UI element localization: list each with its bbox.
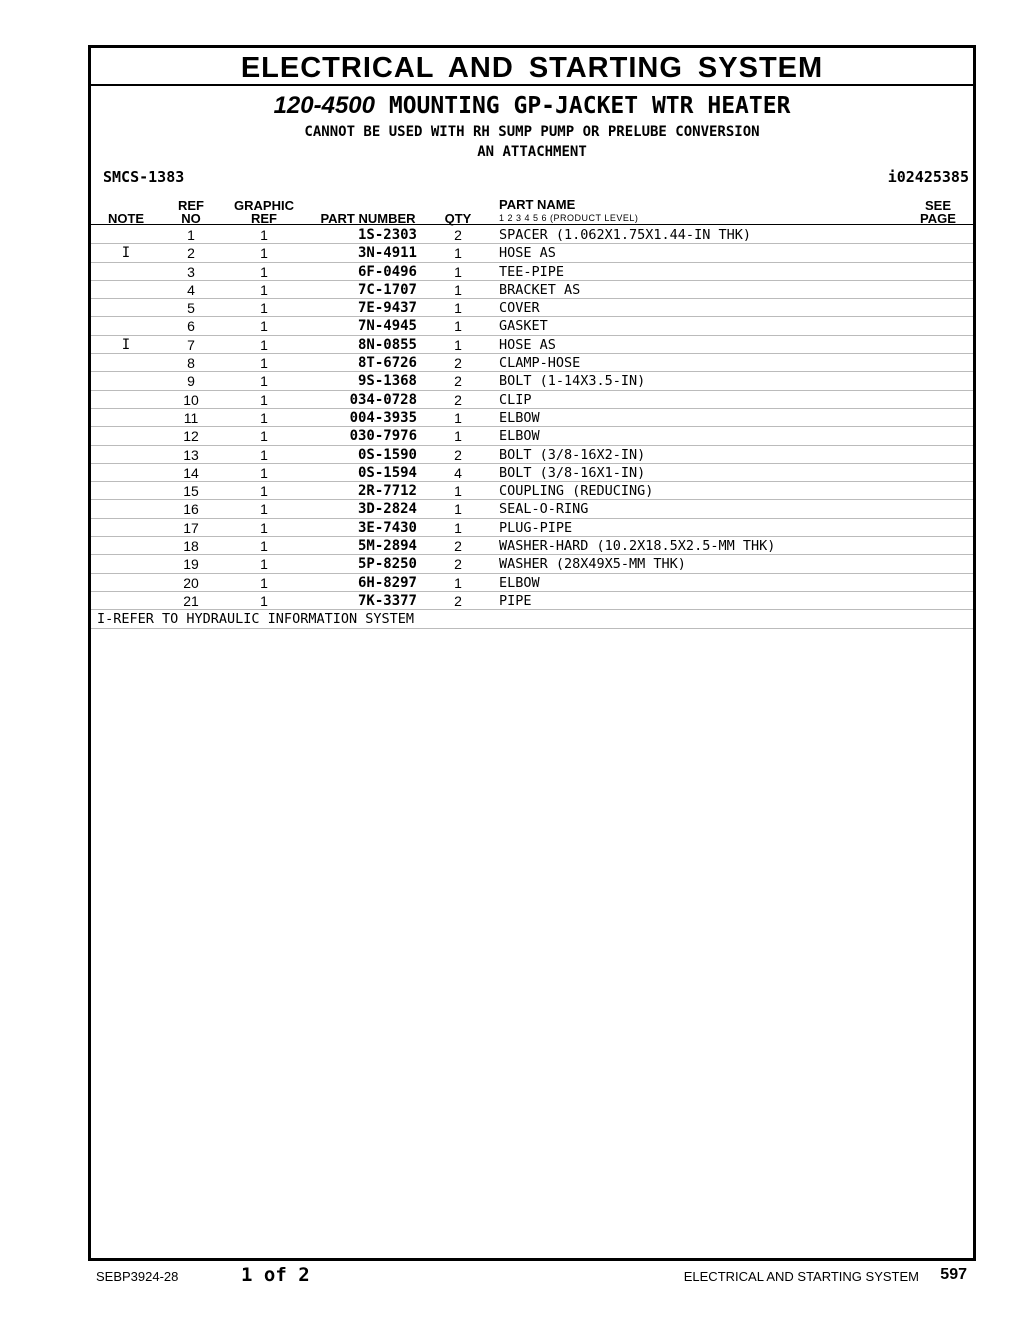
ref-no-cell: 2 — [187, 245, 195, 262]
ref-no-cell: 11 — [183, 409, 199, 426]
part-name-cell: GASKET — [499, 318, 548, 335]
table-row — [91, 354, 973, 372]
footer-section: ELECTRICAL AND STARTING SYSTEM — [683, 1269, 919, 1284]
note-cell: I — [121, 245, 131, 262]
table-row — [91, 574, 973, 592]
ref-no-cell: 8 — [187, 355, 195, 372]
table-row — [91, 446, 973, 464]
col-graphic-top: GRAPHIC — [234, 198, 294, 213]
part-number-cell: 3N-4911 — [357, 245, 417, 262]
footer-doc-id: SEBP3924-28 — [96, 1269, 179, 1284]
table-row — [91, 464, 973, 482]
table-row — [91, 317, 973, 335]
part-name-cell: PIPE — [499, 592, 532, 609]
group-number: 120-4500 — [273, 92, 375, 119]
table-row — [91, 500, 973, 518]
graphic-ref-cell: 1 — [260, 373, 268, 390]
part-number-cell: 7C-1707 — [357, 281, 417, 298]
group-title — [91, 92, 973, 120]
part-name-cell: COVER — [499, 300, 540, 317]
footnote: I-REFER TO HYDRAULIC INFORMATION SYSTEM — [91, 610, 973, 628]
qty-cell: 1 — [454, 519, 462, 536]
parts-table — [91, 226, 973, 629]
qty-cell: 1 — [454, 409, 462, 426]
graphic-ref-cell: 1 — [260, 428, 268, 445]
table-row — [91, 555, 973, 573]
ref-no-cell: 18 — [183, 538, 199, 555]
product-level-scale: 1 2 3 4 5 6 (PRODUCT LEVEL) — [499, 213, 639, 223]
col-ref-top: REF — [178, 198, 204, 213]
qty-cell: 2 — [454, 556, 462, 573]
table-row — [91, 519, 973, 537]
part-name-cell: SPACER (1.062X1.75X1.44-IN THK) — [499, 227, 751, 243]
col-graphic-bottom: REF — [251, 211, 277, 226]
qty-cell: 1 — [454, 281, 462, 298]
graphic-ref-cell: 1 — [260, 391, 268, 408]
part-number-cell: 6F-0496 — [357, 263, 417, 280]
graphic-ref-cell: 1 — [260, 538, 268, 555]
part-number-cell: 3D-2824 — [357, 501, 417, 518]
table-row — [91, 299, 973, 317]
graphic-ref-cell: 1 — [260, 263, 268, 280]
ref-no-cell: 4 — [187, 281, 195, 298]
graphic-ref-cell: 1 — [260, 409, 268, 426]
col-see-top: SEE — [924, 198, 951, 213]
footer-page-of: 1 of 2 — [241, 1264, 310, 1286]
part-number-cell: 3E-7430 — [357, 519, 417, 536]
graphic-ref-cell: 1 — [260, 227, 268, 243]
table-row — [91, 409, 973, 427]
part-number-cell: 6H-8297 — [357, 574, 417, 591]
part-name-cell: BOLT (3/8-16X1-IN) — [499, 464, 646, 481]
part-name-cell: BRACKET AS — [499, 281, 581, 298]
ref-no-cell: 12 — [183, 428, 199, 445]
part-number-cell: 0S-1590 — [357, 446, 417, 463]
graphic-ref-cell: 1 — [260, 446, 268, 463]
qty-cell: 1 — [454, 318, 462, 335]
part-name-cell: ELBOW — [499, 428, 540, 445]
graphic-ref-cell: 1 — [260, 336, 268, 353]
part-number-cell: 2R-7712 — [357, 483, 417, 500]
part-name-cell: HOSE AS — [499, 336, 556, 353]
qty-cell: 1 — [454, 300, 462, 317]
qty-cell: 2 — [454, 446, 462, 463]
qty-cell: 2 — [454, 355, 462, 372]
qty-cell: 1 — [454, 336, 462, 353]
graphic-ref-cell: 1 — [260, 318, 268, 335]
ref-no-cell: 7 — [187, 336, 195, 353]
part-name-cell: COUPLING (REDUCING) — [499, 483, 654, 500]
ref-no-cell: 3 — [187, 263, 195, 280]
graphic-ref-cell: 1 — [260, 464, 268, 481]
page-frame — [88, 45, 976, 1261]
ref-no-cell: 14 — [183, 464, 199, 481]
graphic-ref-cell: 1 — [260, 519, 268, 536]
qty-cell: 1 — [454, 263, 462, 280]
part-number-cell: 8N-0855 — [357, 336, 417, 353]
col-note: NOTE — [107, 211, 145, 226]
ref-no-cell: 1 — [187, 227, 195, 243]
ref-no-cell: 9 — [187, 373, 195, 390]
table-row — [91, 281, 973, 299]
col-part-number: PART NUMBER — [320, 211, 416, 226]
table-row — [91, 372, 973, 390]
part-name-cell: BOLT (1-14X3.5-IN) — [499, 373, 646, 390]
col-part-name: PART NAME — [499, 197, 576, 212]
qty-cell: 2 — [454, 373, 462, 390]
col-see-bottom: PAGE — [920, 211, 956, 226]
qty-cell: 2 — [454, 391, 462, 408]
part-name-cell: TEE-PIPE — [499, 263, 565, 280]
table-row — [91, 537, 973, 555]
part-name-cell: WASHER (28X49X5-MM THK) — [499, 556, 686, 573]
part-number-cell: 8T-6726 — [357, 355, 417, 372]
graphic-ref-cell: 1 — [260, 355, 268, 372]
ref-no-cell: 13 — [183, 446, 199, 463]
part-name-cell: ELBOW — [499, 409, 540, 426]
graphic-ref-cell: 1 — [260, 501, 268, 518]
part-number-cell: 9S-1368 — [357, 373, 417, 390]
qty-cell: 4 — [454, 464, 462, 481]
ref-no-cell: 5 — [187, 300, 195, 317]
qty-cell: 1 — [454, 483, 462, 500]
graphic-ref-cell: 1 — [260, 592, 268, 609]
part-name-cell: SEAL-O-RING — [499, 501, 589, 518]
header-rule — [91, 224, 973, 225]
note-cell: I — [121, 336, 131, 353]
part-number-cell: 030-7976 — [349, 428, 417, 445]
qty-cell: 1 — [454, 501, 462, 518]
qty-cell: 2 — [454, 538, 462, 555]
table-row — [91, 244, 973, 262]
footer-page-number: 597 — [940, 1266, 967, 1283]
graphic-ref-cell: 1 — [260, 245, 268, 262]
group-name: MOUNTING GP-JACKET WTR HEATER — [388, 93, 791, 119]
qty-cell: 1 — [454, 428, 462, 445]
table-row — [91, 592, 973, 610]
ref-no-cell: 19 — [183, 556, 199, 573]
part-name-cell: ELBOW — [499, 574, 540, 591]
ref-no-cell: 15 — [183, 483, 199, 500]
group-note-line-1: CANNOT BE USED WITH RH SUMP PUMP OR PRELUBE CONVERSION — [304, 124, 760, 140]
part-number-cell: 1S-2303 — [357, 227, 417, 243]
smcs-code: SMCS-1383 — [103, 168, 185, 186]
section-title: ELECTRICAL AND STARTING SYSTEM — [91, 48, 973, 86]
part-number-cell: 0S-1594 — [357, 464, 417, 481]
qty-cell: 2 — [454, 592, 462, 609]
part-number-cell: 7N-4945 — [357, 318, 417, 335]
graphic-ref-cell: 1 — [260, 483, 268, 500]
ref-no-cell: 17 — [183, 519, 199, 536]
part-name-cell: BOLT (3/8-16X2-IN) — [499, 446, 646, 463]
qty-cell: 1 — [454, 574, 462, 591]
ref-no-cell: 21 — [183, 592, 199, 609]
col-qty: QTY — [444, 211, 472, 226]
ref-no-cell: 16 — [183, 501, 199, 518]
graphic-ref-cell: 1 — [260, 281, 268, 298]
part-number-cell: 034-0728 — [349, 391, 417, 408]
document-id: i02425385 — [887, 168, 969, 186]
part-name-cell: CLIP — [499, 391, 532, 408]
part-name-cell: HOSE AS — [499, 245, 556, 262]
table-row — [91, 263, 973, 281]
table-row — [91, 482, 973, 500]
table-row — [91, 427, 973, 445]
part-number-cell: 7K-3377 — [357, 592, 417, 609]
ref-no-cell: 10 — [183, 391, 199, 408]
col-ref-bottom: NO — [181, 211, 201, 226]
graphic-ref-cell: 1 — [260, 300, 268, 317]
graphic-ref-cell: 1 — [260, 574, 268, 591]
part-name-cell: CLAMP-HOSE — [499, 355, 581, 372]
part-number-cell: 004-3935 — [349, 409, 417, 426]
part-name-cell: WASHER-HARD (10.2X18.5X2.5-MM THK) — [499, 538, 776, 555]
table-row — [91, 336, 973, 354]
group-note-line-2: AN ATTACHMENT — [477, 144, 587, 160]
ref-no-cell: 6 — [187, 318, 195, 335]
part-number-cell: 5M-2894 — [357, 538, 417, 555]
part-name-cell: PLUG-PIPE — [499, 519, 573, 536]
graphic-ref-cell: 1 — [260, 556, 268, 573]
qty-cell: 1 — [454, 245, 462, 262]
part-number-cell: 7E-9437 — [357, 300, 417, 317]
ref-no-cell: 20 — [183, 574, 199, 591]
table-row — [91, 226, 973, 244]
qty-cell: 2 — [454, 227, 462, 243]
part-number-cell: 5P-8250 — [357, 556, 417, 573]
table-row — [91, 391, 973, 409]
